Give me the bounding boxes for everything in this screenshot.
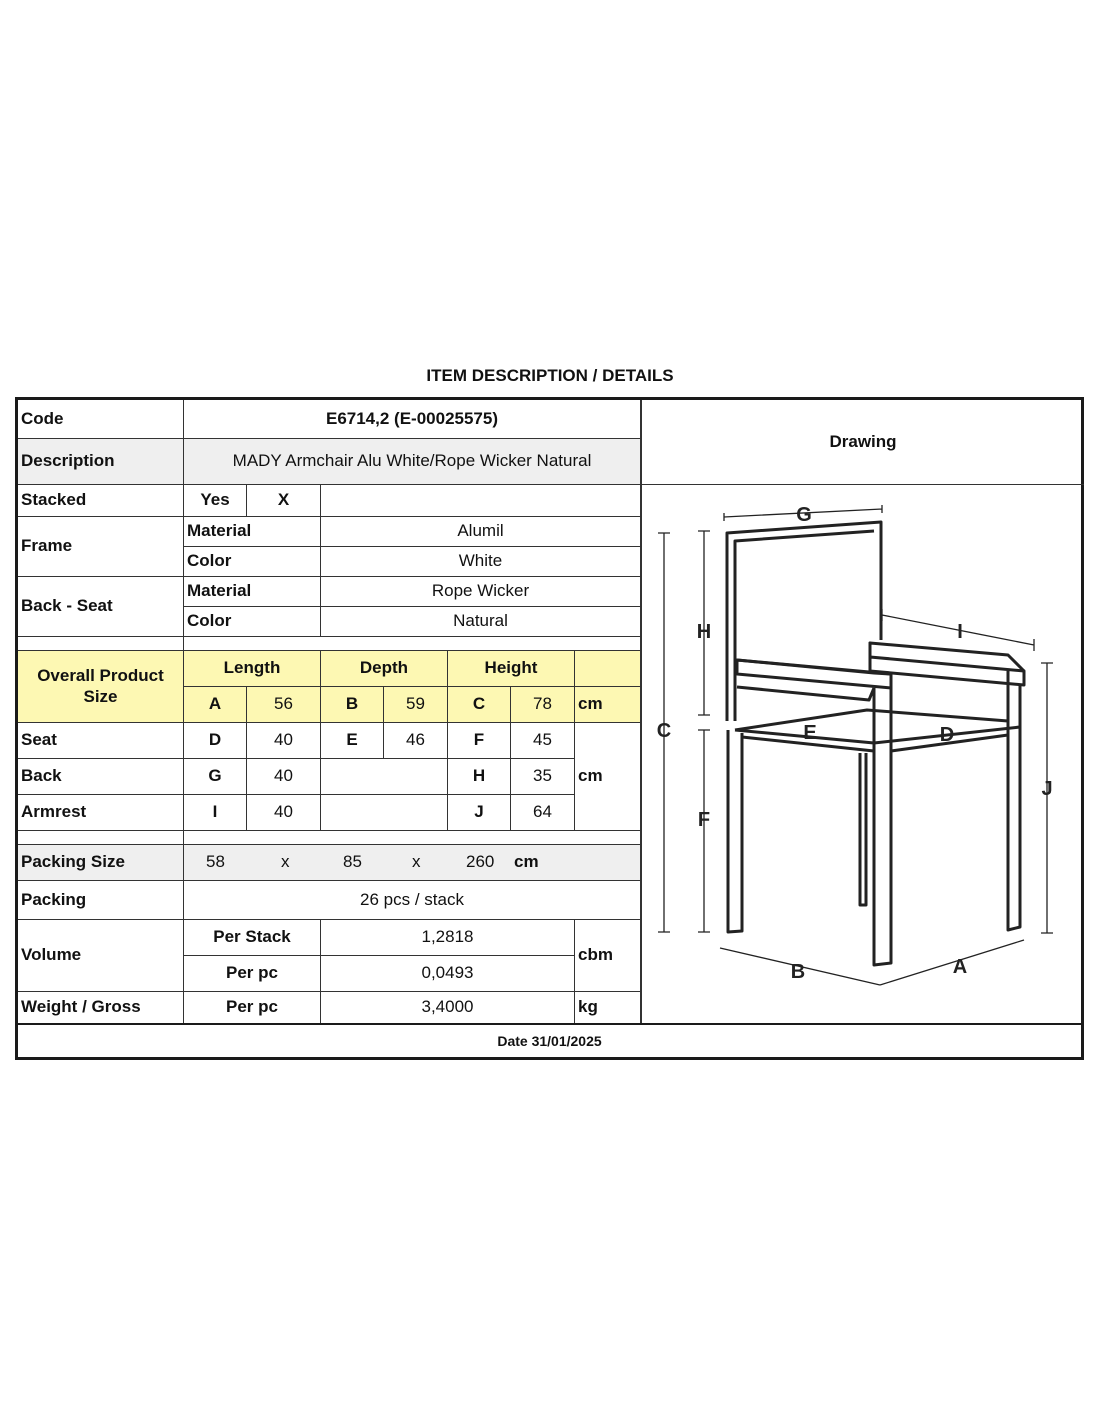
packing-size-width: 85 xyxy=(343,852,362,872)
dim-g-label: G xyxy=(184,758,247,794)
dim-b-value: 59 xyxy=(384,686,448,722)
description-label: Description xyxy=(18,438,183,484)
volume-unit: cbm xyxy=(575,919,640,991)
dim-h-label: H xyxy=(448,758,511,794)
back-seat-color-value: Natural xyxy=(321,606,640,636)
packing-size-row xyxy=(184,844,640,880)
dim-j-label: J xyxy=(448,794,511,830)
label-j: J xyxy=(1041,778,1053,800)
weight-value: 3,4000 xyxy=(321,991,575,1023)
volume-per-stack-label: Per Stack xyxy=(184,919,321,955)
date-footer: Date 31/01/2025 xyxy=(18,1023,1081,1057)
label-d: D xyxy=(939,724,955,746)
dim-a-label: A xyxy=(184,686,247,722)
frame-label: Frame xyxy=(18,516,183,576)
height-header: Height xyxy=(448,650,575,686)
sheet-title: ITEM DESCRIPTION / DETAILS xyxy=(426,366,674,385)
dims-unit: cm xyxy=(575,722,640,830)
description-value: MADY Armchair Alu White/Rope Wicker Natural xyxy=(184,438,640,484)
frame-material-label: Material xyxy=(184,516,321,546)
back-seat-color-label: Color xyxy=(184,606,321,636)
drawing-label: Drawing xyxy=(829,431,897,451)
packing-label: Packing xyxy=(18,880,183,919)
volume-per-pc-label: Per pc xyxy=(184,955,321,991)
dim-d-value: 40 xyxy=(247,722,321,758)
frame-color-label: Color xyxy=(184,546,321,576)
spec-sheet xyxy=(15,397,1084,1060)
back-label: Back xyxy=(18,758,183,794)
stacked-mark: X xyxy=(247,484,321,516)
dim-i-value: 40 xyxy=(247,794,321,830)
back-seat-material-value: Rope Wicker xyxy=(321,576,640,606)
seat-label: Seat xyxy=(18,722,183,758)
overall-label: Overall Product Size xyxy=(18,650,183,722)
label-g: G xyxy=(796,504,812,526)
weight-unit: kg xyxy=(575,991,640,1023)
packing-size-length: 58 xyxy=(206,852,225,872)
stacked-empty xyxy=(321,484,640,516)
volume-per-pc-value: 0,0493 xyxy=(321,955,575,991)
dim-e-value: 46 xyxy=(384,722,448,758)
depth-header: Depth xyxy=(321,650,448,686)
packing-size-x1: x xyxy=(281,852,290,872)
frame-color-value: White xyxy=(321,546,640,576)
length-header: Length xyxy=(184,650,321,686)
label-a: A xyxy=(952,956,968,978)
dim-d-label: D xyxy=(184,722,247,758)
weight-per-pc-label: Per pc xyxy=(184,991,321,1023)
armrest-empty xyxy=(321,794,448,830)
dim-h-value: 35 xyxy=(511,758,575,794)
packing-value: 26 pcs / stack xyxy=(184,880,640,919)
armrest-label: Armrest xyxy=(18,794,183,830)
back-empty xyxy=(321,758,448,794)
packing-size-height: 260 xyxy=(466,852,495,872)
code-value: E6714,2 (E-00025575) xyxy=(325,408,499,428)
weight-label: Weight / Gross xyxy=(18,991,183,1023)
chair-drawing xyxy=(642,485,1084,1023)
dim-f-label: F xyxy=(448,722,511,758)
dim-j-value: 64 xyxy=(511,794,575,830)
volume-per-stack-value: 1,2818 xyxy=(321,919,575,955)
dim-g-value: 40 xyxy=(247,758,321,794)
stacked-yes: Yes xyxy=(184,484,247,516)
stacked-label: Stacked xyxy=(18,484,183,516)
dim-b-label: B xyxy=(321,686,384,722)
dim-c-value: 78 xyxy=(511,686,575,722)
frame-material-value: Alumil xyxy=(321,516,640,546)
back-seat-label: Back - Seat xyxy=(18,576,183,636)
label-i: I xyxy=(957,621,963,643)
dim-a-value: 56 xyxy=(247,686,321,722)
spacer-row-2 xyxy=(18,830,640,844)
dim-e-label: E xyxy=(321,722,384,758)
spacer-row xyxy=(18,636,640,650)
back-seat-material-label: Material xyxy=(184,576,321,606)
packing-size-unit: cm xyxy=(514,852,539,872)
dim-i-label: I xyxy=(184,794,247,830)
unit-header-empty xyxy=(575,650,640,686)
label-e: E xyxy=(803,722,817,744)
label-f: F xyxy=(697,809,711,831)
dim-c-label: C xyxy=(448,686,511,722)
packing-size-x2: x xyxy=(412,852,421,872)
packing-size-label: Packing Size xyxy=(18,844,183,880)
volume-label: Volume xyxy=(18,919,183,991)
label-h: H xyxy=(696,621,712,643)
label-b: B xyxy=(790,961,806,983)
overall-unit: cm xyxy=(575,686,640,722)
code-label: Code xyxy=(21,408,64,428)
dim-f-value: 45 xyxy=(511,722,575,758)
label-c: C xyxy=(656,720,672,742)
